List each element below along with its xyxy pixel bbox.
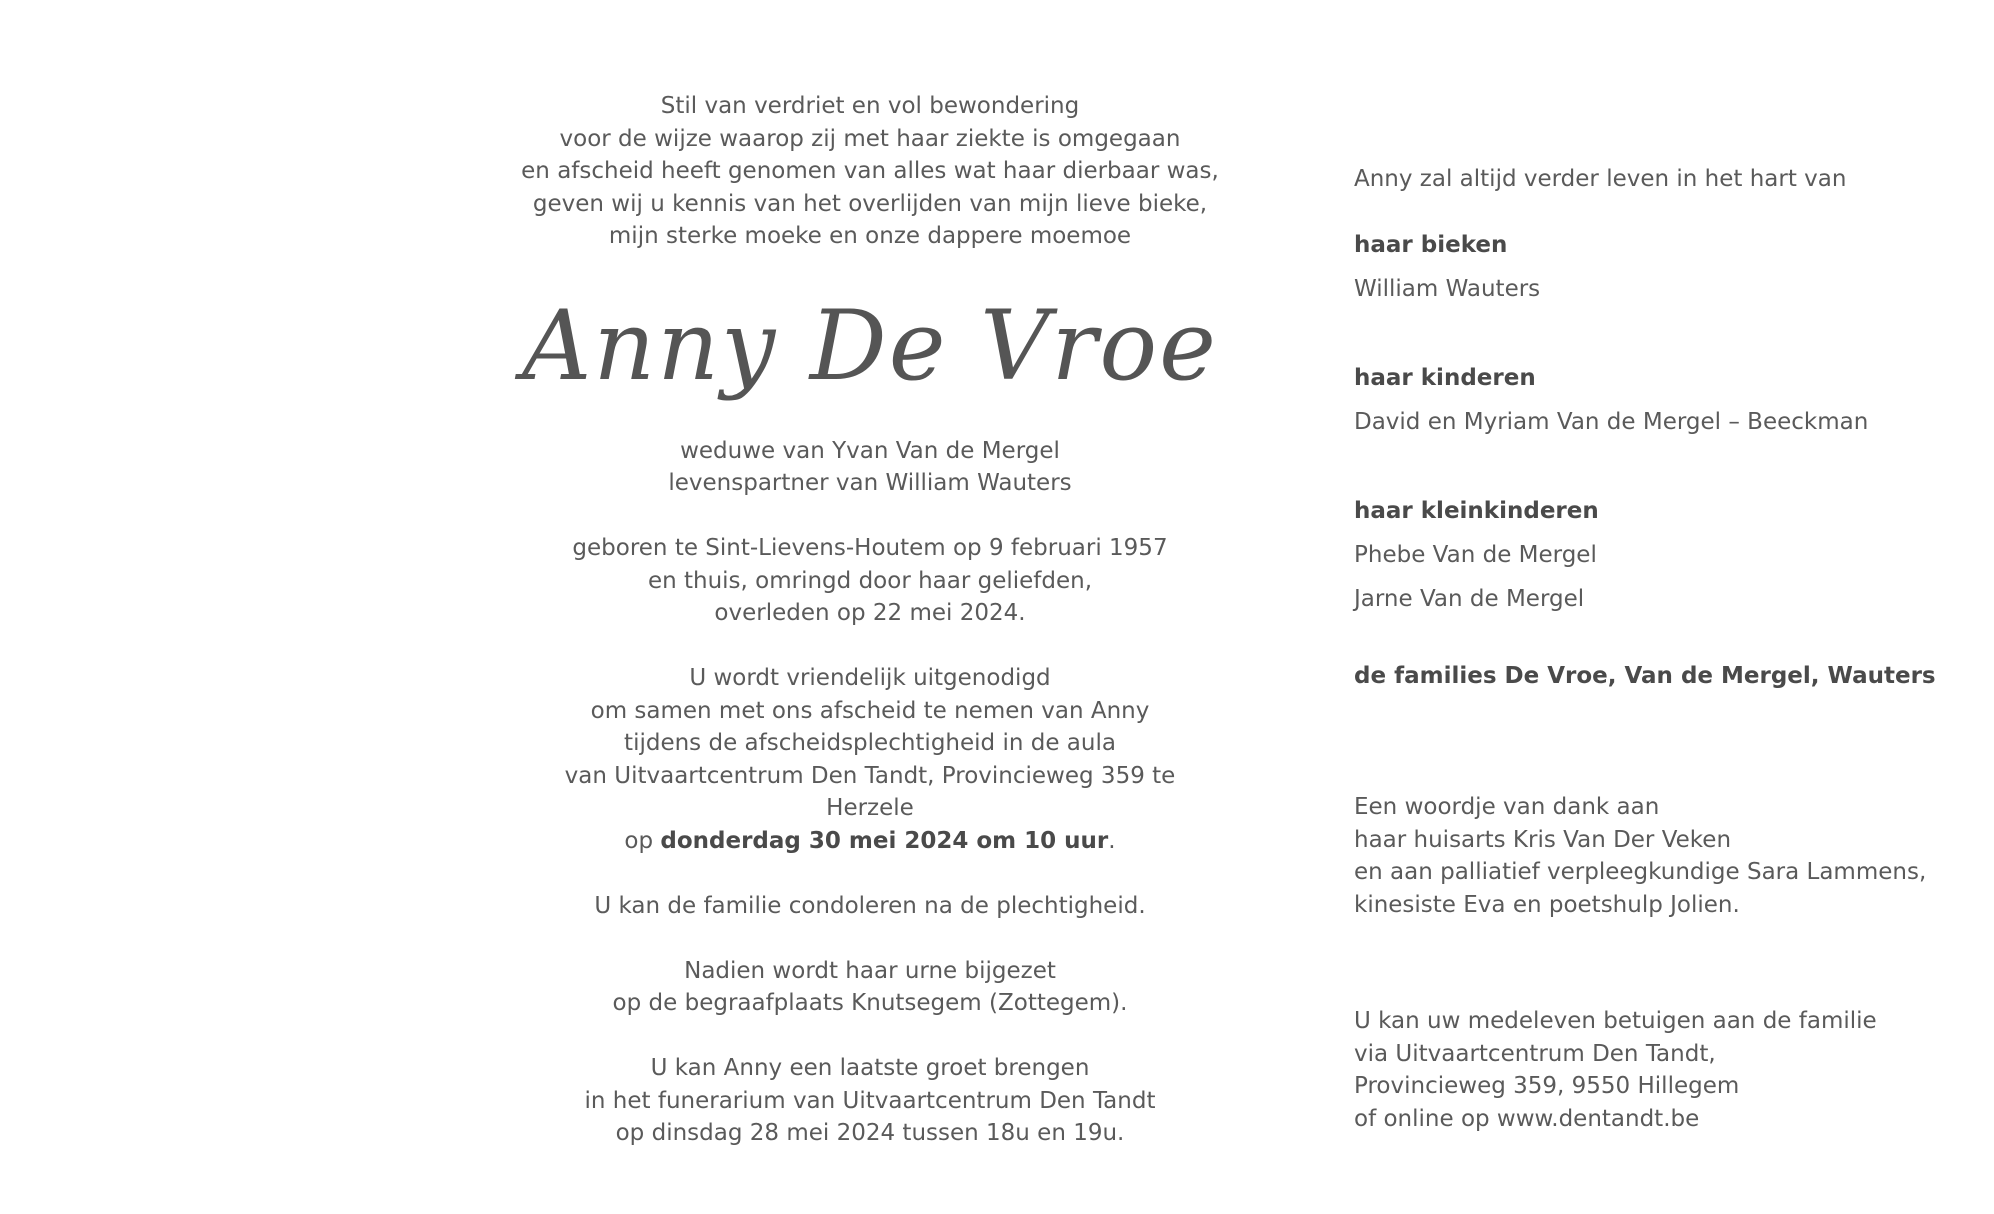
urn-text	[520, 955, 1220, 1020]
condolence-text: U kan de familie condoleren na de plechtigheid.	[594, 892, 1146, 919]
date-line: en thuis, omringd door haar geliefden,	[647, 567, 1093, 594]
thanks-line: haar huisarts Kris Van Der Veken	[1354, 826, 1732, 853]
kinderen-heading: haar kinderen	[1354, 365, 1536, 391]
relations-text	[520, 435, 1220, 500]
families-line: de families De Vroe, Van de Mergel, Wauters	[1354, 663, 1936, 689]
kleinkind-name: Jarne Van de Mergel	[1354, 586, 1585, 612]
invitation-line: om samen met ons afscheid te nemen van Anny	[590, 697, 1150, 724]
left-column	[520, 90, 1220, 1150]
date-line: geboren te Sint-Lievens-Houtem op 9 februari 1957	[572, 535, 1168, 561]
date-line: overleden op 22 mei 2024.	[714, 600, 1026, 626]
deceased-name: Anny De Vroe	[522, 289, 1218, 402]
sympathy-line: Provincieweg 359, 9550 Hillegem	[1354, 1073, 1740, 1099]
invitation-line: U wordt vriendelijk uitgenodigd	[689, 665, 1051, 691]
kleinkind-name: Phebe Van de Mergel	[1354, 542, 1597, 568]
invitation-line: van Uitvaartcentrum Den Tandt, Provincieweg 359 te Herzele	[564, 762, 1176, 821]
farewell-text	[520, 1052, 1220, 1150]
intro-line: voor de wijze waarop zij met haar ziekte is omgegaan	[559, 125, 1181, 152]
bieken-heading: haar bieken	[1354, 232, 1508, 258]
intro-line: en afscheid heeft genomen van alles wat haar dierbaar was,	[521, 158, 1219, 184]
intro-line: Stil van verdriet en vol bewondering	[660, 93, 1080, 119]
farewell-line: op dinsdag 28 mei 2024 tussen 18u en 19u.	[615, 1120, 1125, 1146]
intro-line: mijn sterke moeke en onze dappere moemoe	[608, 223, 1132, 249]
invitation-line: tijdens de afscheidsplechtigheid in de aula	[624, 730, 1116, 756]
dates-text	[520, 532, 1220, 630]
thanks-line: kinesiste Eva en poetshulp Jolien.	[1354, 891, 1740, 918]
intro-line: geven wij u kennis van het overlijden van mijn lieve bieke,	[532, 190, 1208, 217]
kinderen-name: David en Myriam Van de Mergel – Beeckman	[1354, 409, 1869, 435]
thanks-line: en aan palliatief verpleegkundige Sara Lammens,	[1354, 859, 1927, 885]
invitation-text	[520, 662, 1220, 857]
relation-line: weduwe van Yvan Van de Mergel	[680, 437, 1060, 464]
relation-line: levenspartner van William Wauters	[668, 470, 1072, 496]
invitation-date-prefix: op	[624, 827, 661, 854]
sympathy-line: via Uitvaartcentrum Den Tandt,	[1354, 1040, 1716, 1067]
sympathy-website-line: of online op www.dentandt.be	[1354, 1105, 1700, 1132]
sympathy-line: U kan uw medeleven betuigen aan de familie	[1354, 1008, 1877, 1034]
urn-line: op de begraafplaats Knutsegem (Zottegem).	[612, 990, 1128, 1016]
invitation-date: donderdag 30 mei 2024 om 10 uur	[660, 827, 1109, 854]
invitation-date-suffix: .	[1108, 827, 1116, 854]
farewell-line: U kan Anny een laatste groet brengen	[650, 1055, 1090, 1081]
kleinkinderen-heading: haar kleinkinderen	[1354, 498, 1599, 524]
farewell-line: in het funerarium van Uitvaartcentrum Den Tandt	[584, 1087, 1156, 1114]
intro-text	[520, 90, 1220, 253]
thanks-line: Een woordje van dank aan	[1354, 794, 1660, 820]
urn-line: Nadien wordt haar urne bijgezet	[684, 957, 1056, 984]
invitation-date-line	[520, 825, 1220, 858]
remembrance-intro: Anny zal altijd verder leven in het hart van	[1354, 166, 1847, 192]
bieken-name: William Wauters	[1354, 276, 1541, 302]
